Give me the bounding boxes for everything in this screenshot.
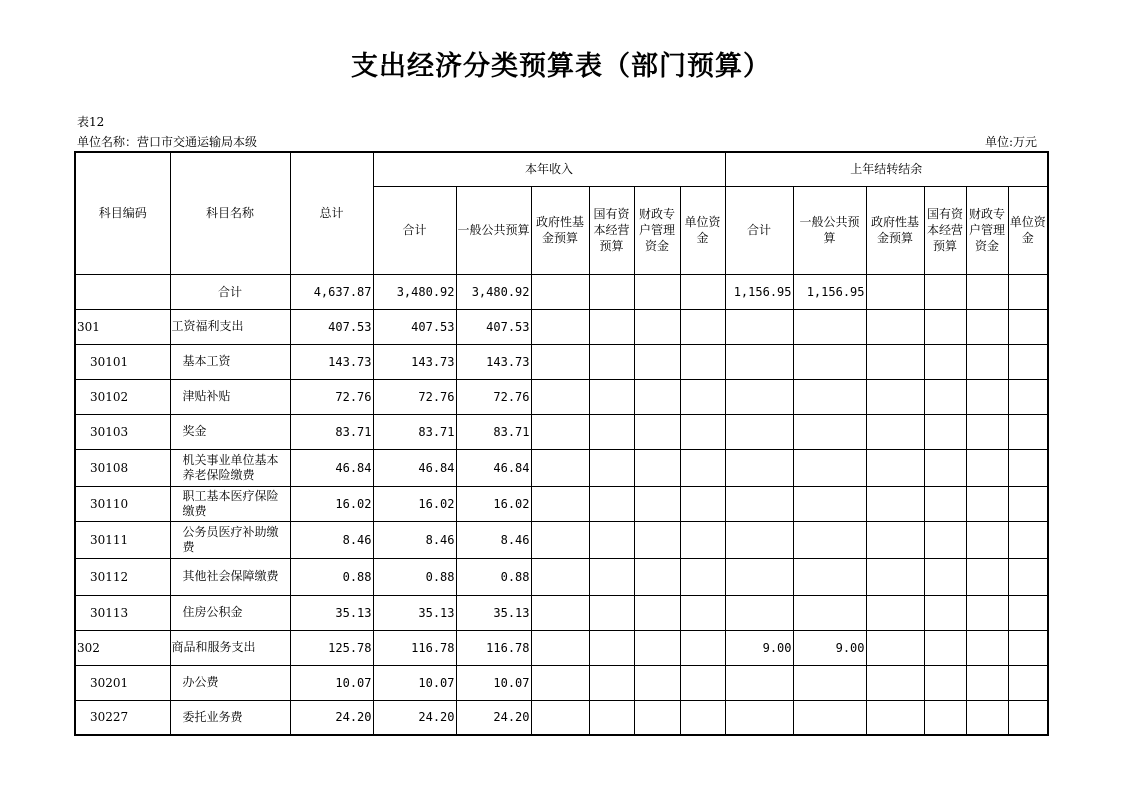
row-carry-general: 1,156.95 — [793, 274, 866, 309]
row-income-unit-fund — [680, 665, 725, 700]
row-code: 30113 — [75, 595, 170, 630]
row-carry-unit-fund — [1008, 414, 1048, 449]
table-row — [75, 486, 1048, 521]
row-carry-unit-fund — [1008, 665, 1048, 700]
row-carry-fiscal-special — [966, 486, 1008, 521]
row-total: 24.20 — [290, 700, 373, 735]
row-carry-gov-fund — [866, 344, 924, 379]
table-number: 表12 — [77, 115, 105, 129]
row-carry-gov-fund — [866, 486, 924, 521]
row-total: 0.88 — [290, 558, 373, 595]
row-total: 72.76 — [290, 379, 373, 414]
row-income-general: 10.07 — [456, 665, 531, 700]
row-total: 8.46 — [290, 521, 373, 558]
row-carry-general — [793, 414, 866, 449]
row-code: 301 — [75, 309, 170, 344]
row-carry-unit-fund — [1008, 486, 1048, 521]
row-income-general: 3,480.92 — [456, 274, 531, 309]
row-carry-gov-fund — [866, 630, 924, 665]
row-carry-soe-capital — [924, 344, 966, 379]
row-carry-fiscal-special — [966, 595, 1008, 630]
row-code: 30103 — [75, 414, 170, 449]
row-code: 30102 — [75, 379, 170, 414]
row-income-fiscal-special — [634, 700, 680, 735]
row-income-soe-capital — [589, 379, 634, 414]
row-income-soe-capital — [589, 449, 634, 486]
table-row — [75, 449, 1048, 486]
row-name: 机关事业单位基本养老保险缴费 — [170, 449, 290, 486]
row-income-gov-fund — [531, 665, 589, 700]
row-name: 办公费 — [170, 665, 290, 700]
row-income-general: 8.46 — [456, 521, 531, 558]
row-income-unit-fund — [680, 700, 725, 735]
row-carry-gov-fund — [866, 700, 924, 735]
row-carry-sum — [725, 665, 793, 700]
row-carry-gov-fund — [866, 449, 924, 486]
row-income-gov-fund — [531, 449, 589, 486]
row-code: 30101 — [75, 344, 170, 379]
row-income-soe-capital — [589, 630, 634, 665]
unit-name: 单位名称：营口市交通运输局本级 — [77, 135, 258, 149]
row-income-gov-fund — [531, 274, 589, 309]
row-code: 30201 — [75, 665, 170, 700]
row-income-fiscal-special — [634, 665, 680, 700]
row-total: 35.13 — [290, 595, 373, 630]
row-carry-soe-capital — [924, 309, 966, 344]
row-carry-unit-fund — [1008, 558, 1048, 595]
table-row — [75, 700, 1048, 735]
row-income-gov-fund — [531, 309, 589, 344]
row-income-soe-capital — [589, 700, 634, 735]
row-income-fiscal-special — [634, 274, 680, 309]
row-carry-fiscal-special — [966, 558, 1008, 595]
row-income-general: 0.88 — [456, 558, 531, 595]
row-income-unit-fund — [680, 486, 725, 521]
row-income-general: 407.53 — [456, 309, 531, 344]
row-income-fiscal-special — [634, 595, 680, 630]
row-carry-fiscal-special — [966, 309, 1008, 344]
row-income-unit-fund — [680, 414, 725, 449]
row-income-general: 116.78 — [456, 630, 531, 665]
row-name: 商品和服务支出 — [170, 630, 290, 665]
row-carry-gov-fund — [866, 595, 924, 630]
row-name: 津贴补贴 — [170, 379, 290, 414]
row-carry-unit-fund — [1008, 344, 1048, 379]
row-income-unit-fund — [680, 449, 725, 486]
row-income-fiscal-special — [634, 414, 680, 449]
row-income-soe-capital — [589, 558, 634, 595]
row-income-general: 46.84 — [456, 449, 531, 486]
row-income-sum: 0.88 — [373, 558, 456, 595]
row-carry-soe-capital — [924, 665, 966, 700]
header-income-fiscal-special: 财政专户管理资金 — [634, 186, 680, 274]
row-income-general: 72.76 — [456, 379, 531, 414]
row-carry-fiscal-special — [966, 414, 1008, 449]
row-code: 30108 — [75, 449, 170, 486]
row-total: 83.71 — [290, 414, 373, 449]
header-carryover: 上年结转结余 — [725, 152, 1048, 186]
row-income-sum: 143.73 — [373, 344, 456, 379]
row-total: 4,637.87 — [290, 274, 373, 309]
row-code: 30111 — [75, 521, 170, 558]
row-carry-gov-fund — [866, 309, 924, 344]
row-name: 基本工资 — [170, 344, 290, 379]
header-income-sum: 合计 — [373, 186, 456, 274]
row-income-fiscal-special — [634, 344, 680, 379]
row-total: 46.84 — [290, 449, 373, 486]
row-code — [75, 274, 170, 309]
row-carry-gov-fund — [866, 379, 924, 414]
row-income-sum: 3,480.92 — [373, 274, 456, 309]
row-carry-general — [793, 344, 866, 379]
header-code: 科目编码 — [75, 152, 170, 274]
row-carry-gov-fund — [866, 521, 924, 558]
header-carry-general: 一般公共预算 — [793, 186, 866, 274]
row-carry-sum — [725, 558, 793, 595]
row-income-unit-fund — [680, 558, 725, 595]
row-carry-general — [793, 309, 866, 344]
row-income-gov-fund — [531, 700, 589, 735]
row-carry-gov-fund — [866, 414, 924, 449]
row-income-soe-capital — [589, 344, 634, 379]
row-income-soe-capital — [589, 665, 634, 700]
row-carry-fiscal-special — [966, 274, 1008, 309]
row-carry-general — [793, 521, 866, 558]
row-carry-soe-capital — [924, 558, 966, 595]
row-carry-sum — [725, 700, 793, 735]
row-name: 其他社会保障缴费 — [170, 558, 290, 595]
header-income-unit-fund: 单位资金 — [680, 186, 725, 274]
header-carry-gov-fund: 政府性基金预算 — [866, 186, 924, 274]
row-name: 职工基本医疗保险缴费 — [170, 486, 290, 521]
header-carry-soe-capital: 国有资本经营预算 — [924, 186, 966, 274]
row-income-gov-fund — [531, 558, 589, 595]
header-total: 总计 — [290, 152, 373, 274]
row-carry-general — [793, 595, 866, 630]
row-income-sum: 8.46 — [373, 521, 456, 558]
row-carry-general — [793, 558, 866, 595]
table-row — [75, 595, 1048, 630]
budget-table — [74, 151, 1049, 736]
row-carry-fiscal-special — [966, 379, 1008, 414]
row-carry-unit-fund — [1008, 309, 1048, 344]
row-carry-fiscal-special — [966, 521, 1008, 558]
table-body — [75, 274, 1048, 735]
row-income-sum: 407.53 — [373, 309, 456, 344]
row-carry-sum — [725, 595, 793, 630]
row-carry-fiscal-special — [966, 700, 1008, 735]
row-income-soe-capital — [589, 274, 634, 309]
row-carry-sum — [725, 449, 793, 486]
row-carry-unit-fund — [1008, 700, 1048, 735]
header-current-income: 本年收入 — [373, 152, 725, 186]
row-carry-general — [793, 449, 866, 486]
row-carry-general — [793, 665, 866, 700]
table-row — [75, 379, 1048, 414]
row-income-unit-fund — [680, 344, 725, 379]
row-income-gov-fund — [531, 595, 589, 630]
row-income-gov-fund — [531, 630, 589, 665]
table-row — [75, 309, 1048, 344]
row-name: 委托业务费 — [170, 700, 290, 735]
row-code: 30112 — [75, 558, 170, 595]
row-name: 合计 — [170, 274, 290, 309]
row-carry-unit-fund — [1008, 595, 1048, 630]
row-carry-soe-capital — [924, 595, 966, 630]
row-income-soe-capital — [589, 309, 634, 344]
row-income-soe-capital — [589, 521, 634, 558]
row-income-fiscal-special — [634, 558, 680, 595]
table-row — [75, 665, 1048, 700]
row-carry-sum: 1,156.95 — [725, 274, 793, 309]
table-row — [75, 521, 1048, 558]
row-carry-fiscal-special — [966, 630, 1008, 665]
header-carry-fiscal-special: 财政专户管理资金 — [966, 186, 1008, 274]
row-income-sum: 116.78 — [373, 630, 456, 665]
row-code: 30110 — [75, 486, 170, 521]
row-income-fiscal-special — [634, 379, 680, 414]
row-carry-general — [793, 379, 866, 414]
row-carry-sum — [725, 521, 793, 558]
row-income-unit-fund — [680, 630, 725, 665]
row-income-gov-fund — [531, 486, 589, 521]
row-income-unit-fund — [680, 309, 725, 344]
row-income-soe-capital — [589, 595, 634, 630]
header-income-gov-fund: 政府性基金预算 — [531, 186, 589, 274]
row-carry-sum — [725, 344, 793, 379]
row-code: 30227 — [75, 700, 170, 735]
table-row — [75, 630, 1048, 665]
row-income-soe-capital — [589, 414, 634, 449]
row-total: 10.07 — [290, 665, 373, 700]
row-income-gov-fund — [531, 379, 589, 414]
row-income-general: 143.73 — [456, 344, 531, 379]
row-carry-sum — [725, 309, 793, 344]
row-income-unit-fund — [680, 521, 725, 558]
row-income-fiscal-special — [634, 309, 680, 344]
row-carry-soe-capital — [924, 521, 966, 558]
row-carry-unit-fund — [1008, 449, 1048, 486]
row-carry-gov-fund — [866, 274, 924, 309]
row-carry-fiscal-special — [966, 665, 1008, 700]
row-carry-general — [793, 486, 866, 521]
row-carry-gov-fund — [866, 558, 924, 595]
row-income-general: 24.20 — [456, 700, 531, 735]
row-income-sum: 24.20 — [373, 700, 456, 735]
row-name: 住房公积金 — [170, 595, 290, 630]
row-total: 16.02 — [290, 486, 373, 521]
row-carry-sum: 9.00 — [725, 630, 793, 665]
row-total: 125.78 — [290, 630, 373, 665]
row-carry-general: 9.00 — [793, 630, 866, 665]
row-name: 公务员医疗补助缴费 — [170, 521, 290, 558]
row-carry-unit-fund — [1008, 379, 1048, 414]
row-income-sum: 16.02 — [373, 486, 456, 521]
row-carry-sum — [725, 486, 793, 521]
row-carry-soe-capital — [924, 274, 966, 309]
header-name: 科目名称 — [170, 152, 290, 274]
row-income-gov-fund — [531, 344, 589, 379]
row-income-unit-fund — [680, 274, 725, 309]
row-income-unit-fund — [680, 379, 725, 414]
row-income-gov-fund — [531, 414, 589, 449]
row-income-general: 16.02 — [456, 486, 531, 521]
row-income-fiscal-special — [634, 630, 680, 665]
header-carry-unit-fund: 单位资金 — [1008, 186, 1048, 274]
row-total: 143.73 — [290, 344, 373, 379]
row-income-fiscal-special — [634, 486, 680, 521]
row-name: 奖金 — [170, 414, 290, 449]
row-carry-unit-fund — [1008, 521, 1048, 558]
row-carry-fiscal-special — [966, 344, 1008, 379]
row-code: 302 — [75, 630, 170, 665]
row-income-fiscal-special — [634, 521, 680, 558]
row-income-sum: 10.07 — [373, 665, 456, 700]
table-row — [75, 274, 1048, 309]
row-income-sum: 46.84 — [373, 449, 456, 486]
row-carry-soe-capital — [924, 486, 966, 521]
table-row — [75, 344, 1048, 379]
header-carry-sum: 合计 — [725, 186, 793, 274]
row-carry-fiscal-special — [966, 449, 1008, 486]
header-income-soe-capital: 国有资本经营预算 — [589, 186, 634, 274]
row-income-unit-fund — [680, 595, 725, 630]
table-row — [75, 414, 1048, 449]
row-carry-sum — [725, 379, 793, 414]
row-income-sum: 72.76 — [373, 379, 456, 414]
row-carry-soe-capital — [924, 449, 966, 486]
row-total: 407.53 — [290, 309, 373, 344]
row-income-general: 35.13 — [456, 595, 531, 630]
row-income-general: 83.71 — [456, 414, 531, 449]
row-carry-soe-capital — [924, 379, 966, 414]
row-income-soe-capital — [589, 486, 634, 521]
row-carry-soe-capital — [924, 630, 966, 665]
row-carry-unit-fund — [1008, 630, 1048, 665]
page-title: 支出经济分类预算表（部门预算） — [351, 51, 771, 82]
row-income-sum: 35.13 — [373, 595, 456, 630]
row-income-gov-fund — [531, 521, 589, 558]
row-carry-soe-capital — [924, 700, 966, 735]
row-income-sum: 83.71 — [373, 414, 456, 449]
row-name: 工资福利支出 — [170, 309, 290, 344]
table-row — [75, 558, 1048, 595]
row-carry-general — [793, 700, 866, 735]
row-carry-sum — [725, 414, 793, 449]
row-carry-soe-capital — [924, 414, 966, 449]
row-carry-gov-fund — [866, 665, 924, 700]
row-carry-unit-fund — [1008, 274, 1048, 309]
header-income-general: 一般公共预算 — [456, 186, 531, 274]
unit-label: 单位:万元 — [985, 135, 1038, 149]
row-income-fiscal-special — [634, 449, 680, 486]
